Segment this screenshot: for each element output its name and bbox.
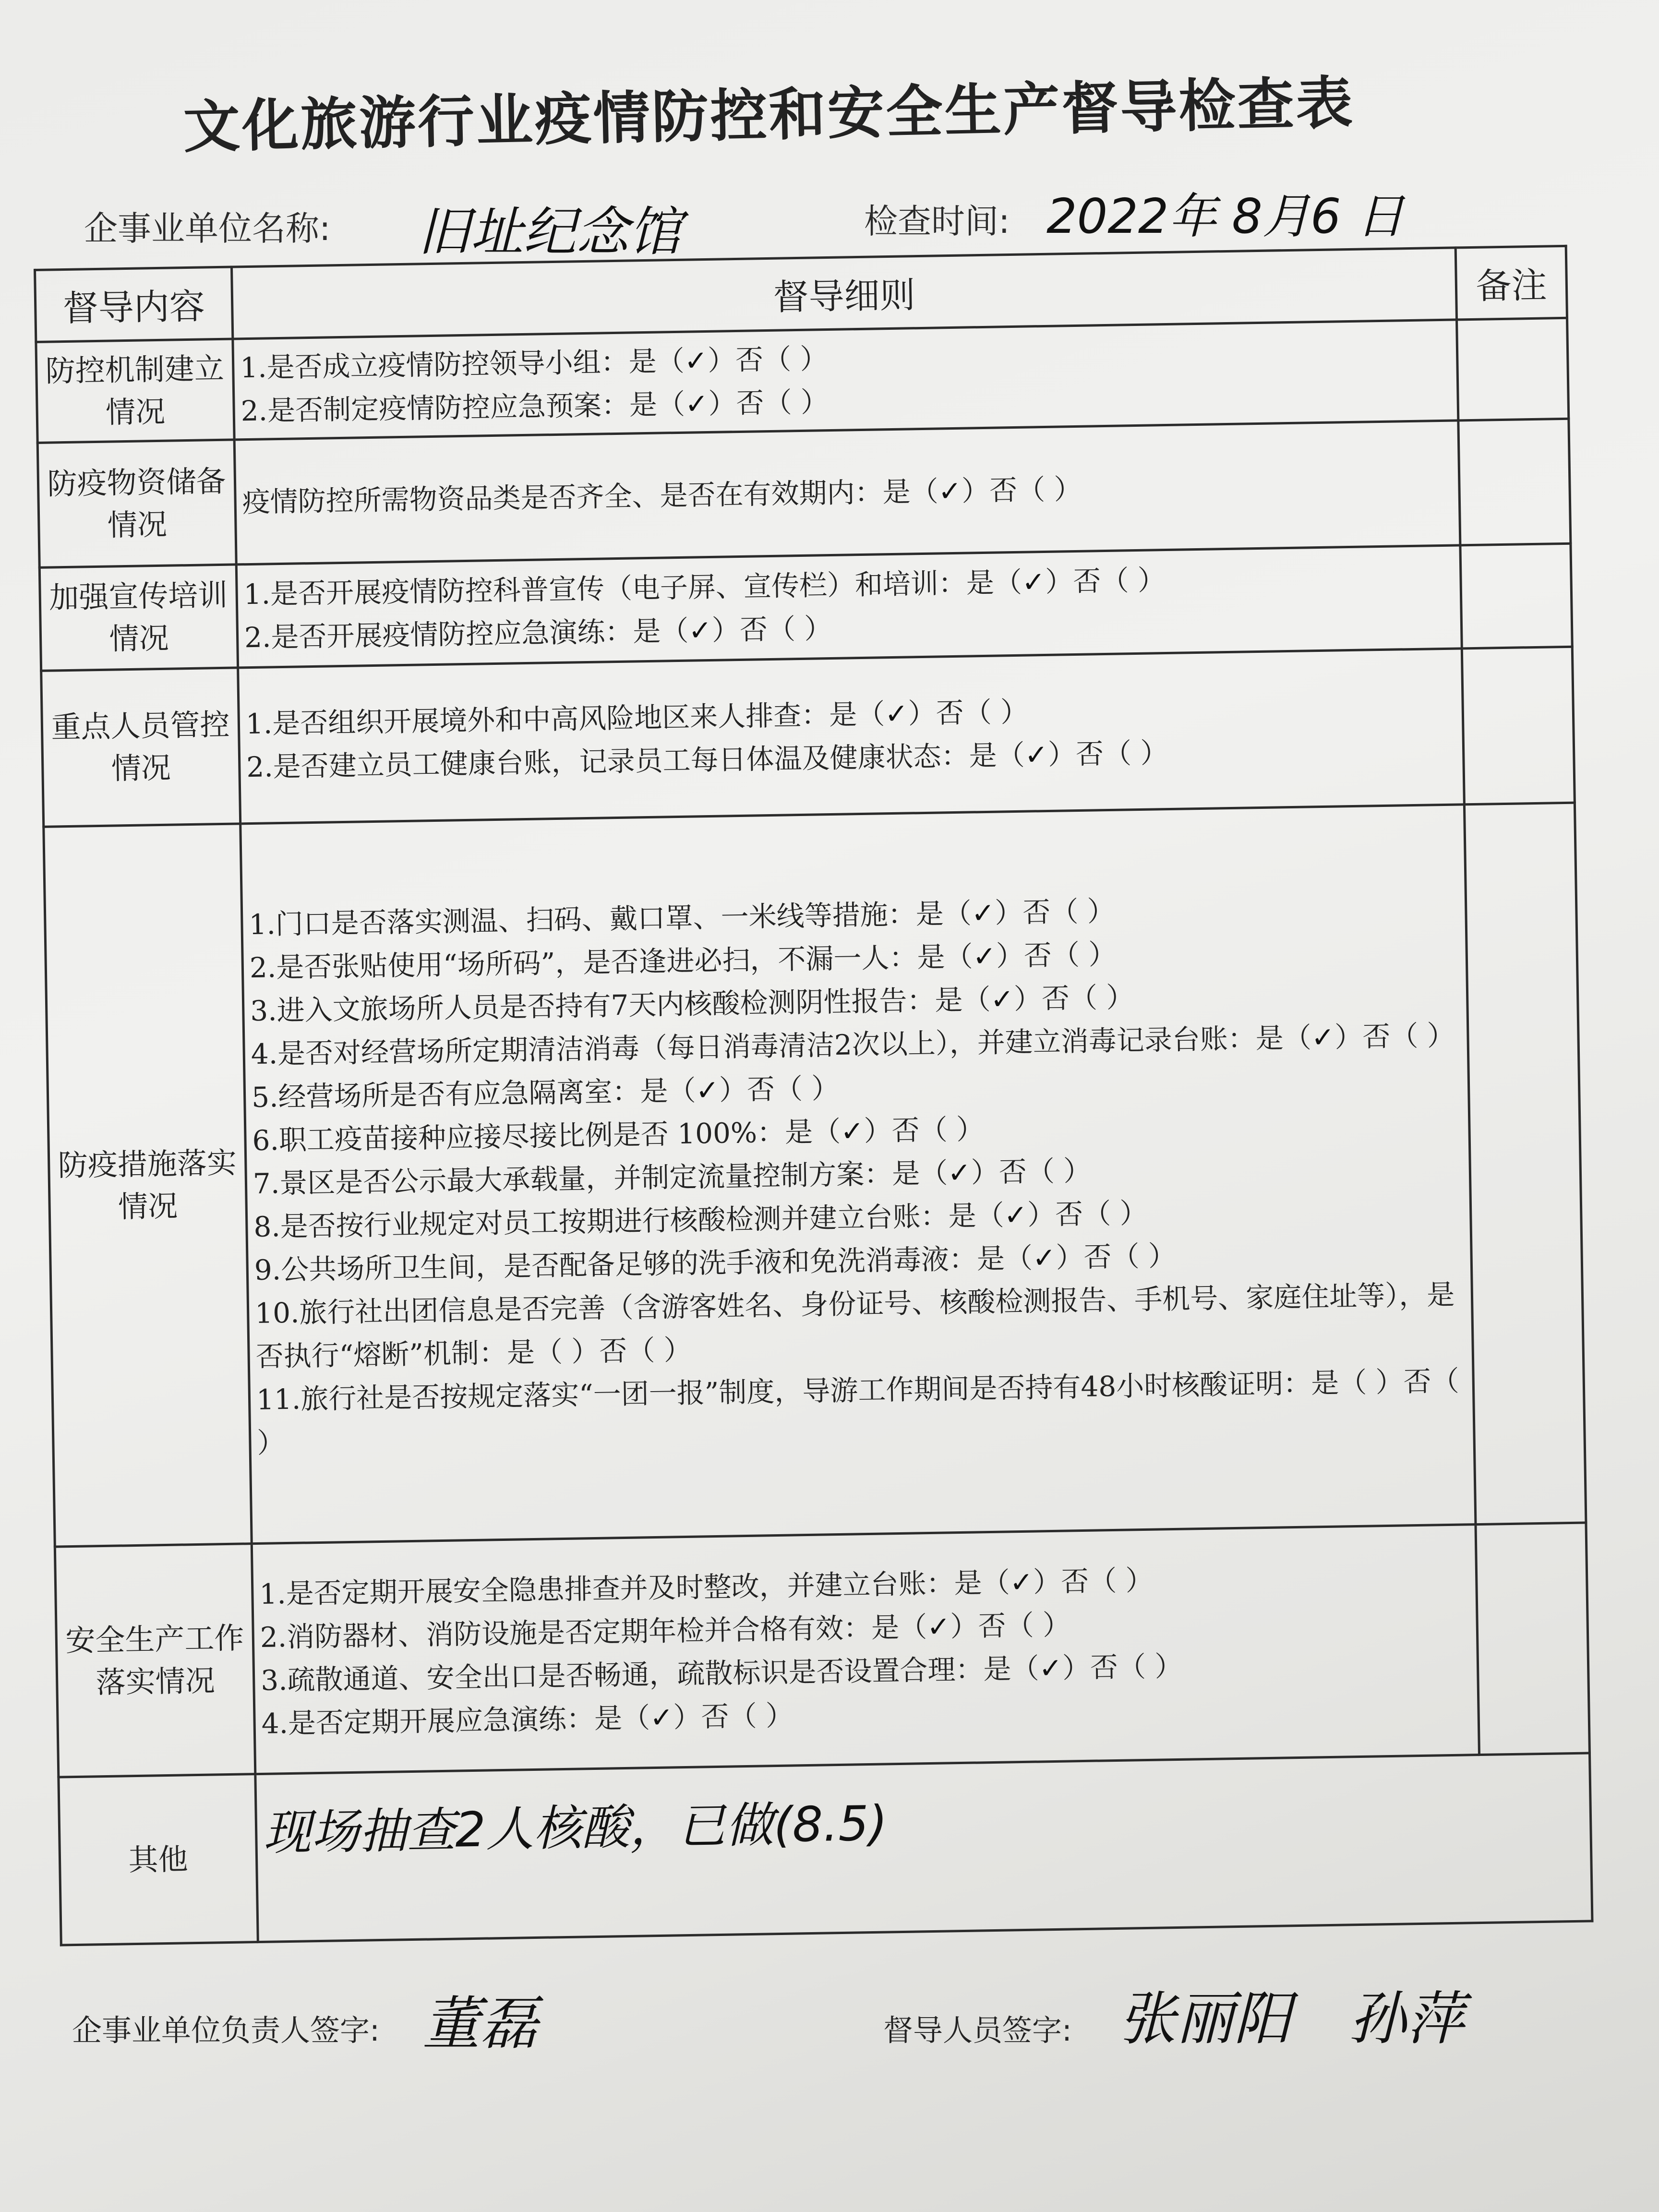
check-mark-icon: ✓ bbox=[840, 1114, 865, 1148]
rule-options: ）否（ ） bbox=[1045, 564, 1166, 598]
check-mark-icon: ✓ bbox=[947, 1156, 972, 1189]
rule-text: 9.公共场所卫生间，是否配备足够的洗手液和免洗消毒液：是（ bbox=[254, 1241, 1033, 1286]
rule-options: ）否（ ） bbox=[1047, 736, 1169, 771]
form-title: 文化旅游行业疫情防控和安全生产督导检查表 bbox=[182, 69, 1355, 160]
section-category: 重点人员管控情况 bbox=[41, 668, 240, 827]
col-header-note: 备注 bbox=[1455, 246, 1567, 320]
rule-options: ）否（ ） bbox=[908, 695, 1029, 730]
section-row bbox=[37, 419, 1571, 567]
rule-options: ）否（ ） bbox=[961, 472, 1082, 507]
rule-text: 10.旅行社出团信息是否完善（含游客姓名、身份证号、核酸检测报告、手机号、家庭住址等），是否执行“熔断”机制：是（ ）否（ ） bbox=[254, 1278, 1455, 1373]
note-cell bbox=[1460, 543, 1572, 649]
check-mark-icon: ✓ bbox=[1038, 1651, 1063, 1684]
other-cell bbox=[255, 1753, 1592, 1942]
rule-text: 1.是否定期开展安全隐患排查并及时整改，并建立台账：是（ bbox=[259, 1565, 1010, 1611]
rule-text: 11.旅行社是否按规定落实“一团一报”制度，导游工作期间是否持有48小时核酸证明：是（ ）否（ ） bbox=[256, 1364, 1460, 1459]
section-category: 加强宣传培训情况 bbox=[39, 565, 238, 671]
rule-options: ）否（ ） bbox=[1027, 1196, 1148, 1231]
rule-text: 2.是否开展疫情防控应急演练：是（ bbox=[244, 614, 689, 654]
rule-options: ）否（ ） bbox=[711, 612, 832, 647]
rule-options: ）否（ ） bbox=[1334, 1019, 1455, 1054]
unit-signature: 董磊 bbox=[422, 1991, 538, 2057]
section-category: 防疫措施落实情况 bbox=[44, 824, 252, 1547]
check-mark-icon: ✓ bbox=[990, 982, 1014, 1016]
check-mark-icon: ✓ bbox=[685, 387, 709, 421]
check-mark-icon: ✓ bbox=[649, 1700, 674, 1734]
check-mark-icon: ✓ bbox=[938, 474, 962, 507]
check-mark-icon: ✓ bbox=[1032, 1241, 1057, 1274]
rule-options: ）否（ ） bbox=[996, 938, 1117, 973]
rule-options: ）否（ ） bbox=[673, 1699, 794, 1733]
check-mark-icon: ✓ bbox=[1311, 1021, 1335, 1054]
rule-text: 1.门口是否落实测温、扫码、戴口罩、一米线等措施：是（ bbox=[248, 896, 972, 941]
check-mark-icon: ✓ bbox=[1010, 1565, 1034, 1599]
section-category: 防疫物资储备情况 bbox=[37, 440, 236, 567]
unit-signature-label: 企事业单位负责人签字: bbox=[72, 2013, 380, 2048]
check-mark-icon: ✓ bbox=[972, 939, 997, 973]
rule-options: ）否（ ） bbox=[864, 1112, 985, 1147]
section-rules bbox=[234, 421, 1460, 565]
rule-text: 3.进入文旅场所人员是否持有7天内核酸检测阴性报告：是（ bbox=[250, 983, 991, 1027]
rule-text: 3.疏散通道、安全出口是否畅通，疏散标识是否设置合理：是（ bbox=[260, 1651, 1039, 1697]
rule-options: ）否（ ） bbox=[994, 894, 1116, 929]
unit-name-label: 企事业单位名称: bbox=[84, 209, 331, 248]
check-mark-icon: ✓ bbox=[695, 1073, 720, 1107]
rule-text: 1.是否组织开展境外和中高风险地区来人排查：是（ bbox=[245, 697, 885, 741]
section-row bbox=[44, 803, 1586, 1547]
rule-text: 6.职工疫苗接种应接尽接比例是否 100%：是（ bbox=[252, 1115, 841, 1157]
rule-text: 4.是否定期开展应急演练：是（ bbox=[261, 1701, 650, 1740]
rule-text: 1.是否开展疫情防控科普宣传（电子屏、宣传栏）和培训：是（ bbox=[243, 565, 1022, 611]
col-header-content: 督导内容 bbox=[35, 267, 233, 342]
rule-text: 2.消防器材、消防设施是否定期年检并合格有效：是（ bbox=[260, 1610, 927, 1654]
rule-options: ）否（ ） bbox=[950, 1608, 1071, 1643]
rule-options: ）否（ ） bbox=[719, 1071, 840, 1106]
section-category: 安全生产工作落实情况 bbox=[55, 1544, 255, 1777]
note-cell bbox=[1462, 647, 1575, 805]
rule-item bbox=[242, 461, 1453, 524]
section-row bbox=[55, 1523, 1589, 1777]
section-rules bbox=[233, 320, 1458, 440]
supervisor-signature-label: 督导人员签字: bbox=[883, 2013, 1072, 2048]
rule-text: 2.是否建立员工健康台账，记录员工每日体温及健康状态：是（ bbox=[246, 738, 1025, 784]
rule-options: ）否（ ） bbox=[1013, 980, 1134, 1015]
col-header-rules: 督导细则 bbox=[231, 248, 1456, 339]
section-row bbox=[41, 647, 1575, 827]
unit-name-value: 旧址纪念馆 bbox=[418, 201, 682, 263]
other-handwritten-note: 现场抽查2人核酸，已做(8.5) bbox=[263, 1795, 888, 1861]
check-mark-icon: ✓ bbox=[684, 344, 708, 377]
check-mark-icon: ✓ bbox=[926, 1610, 951, 1643]
supervisor-signature: 张丽阳 孙萍 bbox=[1118, 1986, 1464, 2053]
rule-options: ）否（ ） bbox=[1062, 1649, 1183, 1684]
sections-body bbox=[36, 318, 1590, 1777]
rule-options: ）否（ ） bbox=[1033, 1563, 1154, 1599]
check-mark-icon: ✓ bbox=[1022, 565, 1046, 599]
other-label: 其他 bbox=[59, 1774, 258, 1945]
check-time-label: 检查时间: bbox=[864, 202, 1010, 241]
inspection-table bbox=[34, 245, 1594, 1947]
note-cell bbox=[1458, 419, 1571, 545]
other-row bbox=[59, 1753, 1592, 1945]
rule-options: ）否（ ） bbox=[1056, 1239, 1177, 1274]
section-rules bbox=[252, 1525, 1479, 1774]
check-mark-icon: ✓ bbox=[1004, 1198, 1028, 1231]
check-mark-icon: ✓ bbox=[1024, 738, 1048, 771]
check-mark-icon: ✓ bbox=[688, 613, 712, 647]
rule-options: ）否（ ） bbox=[708, 385, 829, 420]
check-mark-icon: ✓ bbox=[971, 896, 995, 929]
note-cell bbox=[1476, 1523, 1590, 1755]
section-rules bbox=[240, 805, 1476, 1544]
rule-text: 2.是否制定疫情防控应急预案：是（ bbox=[240, 387, 685, 427]
rule-text: 8.是否按行业规定对员工按期进行核酸检测并建立台账：是（ bbox=[253, 1198, 1005, 1243]
rule-options: ）否（ ） bbox=[971, 1154, 1092, 1189]
rule-options: ）否（ ） bbox=[707, 342, 829, 377]
rule-text: 2.是否张贴使用“场所码”，是否逢进必扫，不漏一人：是（ bbox=[249, 939, 973, 984]
rule-text: 5.经营场所是否有应急隔离室：是（ bbox=[251, 1074, 696, 1114]
rule-text: 7.景区是否公示最大承载量，并制定流量控制方案：是（ bbox=[252, 1156, 948, 1200]
section-rules bbox=[236, 545, 1462, 668]
check-mark-icon: ✓ bbox=[884, 697, 909, 731]
section-category: 防控机制建立情况 bbox=[36, 339, 234, 443]
rule-text: 疫情防控所需物资品类是否齐全、是否在有效期内：是（ bbox=[242, 474, 939, 518]
section-rules bbox=[238, 649, 1465, 824]
note-cell bbox=[1464, 803, 1586, 1524]
rule-text: 1.是否成立疫情防控领导小组：是（ bbox=[240, 344, 685, 384]
check-time-value: 2022年 8月6 日 bbox=[1046, 188, 1405, 244]
rule-text: 4.是否对经营场所定期清洁消毒（每日消毒清洁2次以上），并建立消毒记录台账：是（ bbox=[251, 1021, 1312, 1070]
note-cell bbox=[1457, 318, 1569, 421]
